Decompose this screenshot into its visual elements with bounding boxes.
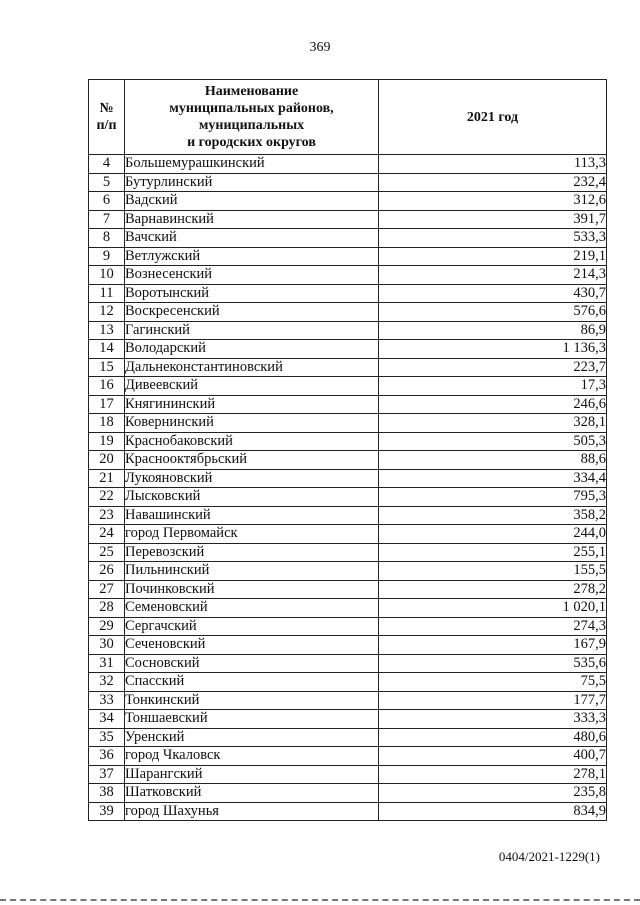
table-row xyxy=(89,395,607,414)
row-number-cell: 34 xyxy=(89,710,125,729)
row-number-cell: 11 xyxy=(89,284,125,303)
municipality-name-cell: Воротынский xyxy=(125,284,379,303)
municipality-name-cell: Большемурашкинский xyxy=(125,155,379,174)
row-number-cell: 15 xyxy=(89,358,125,377)
value-2021-cell: 244,0 xyxy=(379,525,607,544)
table-row xyxy=(89,173,607,192)
table-row xyxy=(89,636,607,655)
value-2021-cell: 155,5 xyxy=(379,562,607,581)
municipality-name-cell: Ветлужский xyxy=(125,247,379,266)
value-2021-cell: 312,6 xyxy=(379,192,607,211)
table-row xyxy=(89,266,607,285)
table-row xyxy=(89,728,607,747)
row-number-cell: 19 xyxy=(89,432,125,451)
value-2021-cell: 232,4 xyxy=(379,173,607,192)
header-number-abbr: п/п xyxy=(96,118,117,133)
municipality-name-cell: Сергачский xyxy=(125,617,379,636)
table-row xyxy=(89,303,607,322)
row-number-cell: 13 xyxy=(89,321,125,340)
header-name-line-2: муниципальных районов, xyxy=(169,101,334,116)
municipality-name-cell: город Шахунья xyxy=(125,802,379,821)
municipality-name-cell: Навашинский xyxy=(125,506,379,525)
value-2021-cell: 278,2 xyxy=(379,580,607,599)
value-2021-cell: 391,7 xyxy=(379,210,607,229)
table-row xyxy=(89,247,607,266)
row-number-cell: 31 xyxy=(89,654,125,673)
row-number-cell: 8 xyxy=(89,229,125,248)
table-row xyxy=(89,451,607,470)
table-row xyxy=(89,414,607,433)
table-row xyxy=(89,747,607,766)
table-header-row xyxy=(89,80,607,155)
row-number-cell: 27 xyxy=(89,580,125,599)
row-number-cell: 36 xyxy=(89,747,125,766)
row-number-cell: 32 xyxy=(89,673,125,692)
value-2021-cell: 167,9 xyxy=(379,636,607,655)
municipality-name-cell: Тонкинский xyxy=(125,691,379,710)
value-2021-cell: 219,1 xyxy=(379,247,607,266)
row-number-cell: 25 xyxy=(89,543,125,562)
row-number-cell: 26 xyxy=(89,562,125,581)
row-number-cell: 35 xyxy=(89,728,125,747)
value-2021-cell: 223,7 xyxy=(379,358,607,377)
value-2021-cell: 535,6 xyxy=(379,654,607,673)
row-number-cell: 17 xyxy=(89,395,125,414)
table-row xyxy=(89,340,607,359)
table-row xyxy=(89,377,607,396)
table-row xyxy=(89,710,607,729)
municipality-name-cell: Гагинский xyxy=(125,321,379,340)
table-row xyxy=(89,599,607,618)
header-municipality-name xyxy=(125,80,379,155)
value-2021-cell: 533,3 xyxy=(379,229,607,248)
row-number-cell: 21 xyxy=(89,469,125,488)
municipality-name-cell: Дивеевский xyxy=(125,377,379,396)
row-number-cell: 6 xyxy=(89,192,125,211)
municipality-name-cell: Перевозский xyxy=(125,543,379,562)
municipality-name-cell: Шарангский xyxy=(125,765,379,784)
table-row xyxy=(89,229,607,248)
table-row xyxy=(89,321,607,340)
table-row xyxy=(89,562,607,581)
value-2021-cell: 834,9 xyxy=(379,802,607,821)
municipality-name-cell: Спасский xyxy=(125,673,379,692)
row-number-cell: 39 xyxy=(89,802,125,821)
value-2021-cell: 480,6 xyxy=(379,728,607,747)
value-2021-cell: 274,3 xyxy=(379,617,607,636)
municipality-name-cell: Ковернинский xyxy=(125,414,379,433)
value-2021-cell: 177,7 xyxy=(379,691,607,710)
table-row xyxy=(89,673,607,692)
municipality-name-cell: Уренский xyxy=(125,728,379,747)
value-2021-cell: 328,1 xyxy=(379,414,607,433)
value-2021-cell: 358,2 xyxy=(379,506,607,525)
table-row xyxy=(89,506,607,525)
municipality-name-cell: Вачский xyxy=(125,229,379,248)
row-number-cell: 18 xyxy=(89,414,125,433)
table-body xyxy=(89,155,607,821)
municipality-name-cell: Воскресенский xyxy=(125,303,379,322)
municipality-name-cell: Пильнинский xyxy=(125,562,379,581)
municipality-name-cell: Бутурлинский xyxy=(125,173,379,192)
value-2021-cell: 430,7 xyxy=(379,284,607,303)
municipality-name-cell: Шатковский xyxy=(125,784,379,803)
value-2021-cell: 246,6 xyxy=(379,395,607,414)
value-2021-cell: 400,7 xyxy=(379,747,607,766)
value-2021-cell: 576,6 xyxy=(379,303,607,322)
table-row xyxy=(89,358,607,377)
table-row xyxy=(89,765,607,784)
table-row xyxy=(89,580,607,599)
header-number-sign: № xyxy=(99,101,114,116)
municipality-name-cell: Вознесенский xyxy=(125,266,379,285)
municipality-name-cell: Краснооктябрьский xyxy=(125,451,379,470)
table-row xyxy=(89,192,607,211)
municipality-name-cell: Княгининский xyxy=(125,395,379,414)
table-row xyxy=(89,284,607,303)
municipality-name-cell: Лысковский xyxy=(125,488,379,507)
bottom-scan-edge xyxy=(0,899,640,901)
row-number-cell: 33 xyxy=(89,691,125,710)
table-row xyxy=(89,432,607,451)
value-2021-cell: 86,9 xyxy=(379,321,607,340)
row-number-cell: 28 xyxy=(89,599,125,618)
municipality-name-cell: Краснобаковский xyxy=(125,432,379,451)
municipality-name-cell: Вадский xyxy=(125,192,379,211)
value-2021-cell: 255,1 xyxy=(379,543,607,562)
table-row xyxy=(89,469,607,488)
table-row xyxy=(89,488,607,507)
row-number-cell: 12 xyxy=(89,303,125,322)
municipality-name-cell: Тоншаевский xyxy=(125,710,379,729)
table-row xyxy=(89,654,607,673)
municipality-name-cell: город Первомайск xyxy=(125,525,379,544)
row-number-cell: 10 xyxy=(89,266,125,285)
row-number-cell: 30 xyxy=(89,636,125,655)
municipality-name-cell: Починковский xyxy=(125,580,379,599)
header-name-line-4: и городских округов xyxy=(187,135,316,150)
row-number-cell: 14 xyxy=(89,340,125,359)
row-number-cell: 24 xyxy=(89,525,125,544)
table-row xyxy=(89,210,607,229)
municipality-name-cell: Володарский xyxy=(125,340,379,359)
row-number-cell: 29 xyxy=(89,617,125,636)
allocation-table xyxy=(88,79,607,821)
row-number-cell: 9 xyxy=(89,247,125,266)
municipality-name-cell: Лукояновский xyxy=(125,469,379,488)
value-2021-cell: 75,5 xyxy=(379,673,607,692)
value-2021-cell: 113,3 xyxy=(379,155,607,174)
value-2021-cell: 334,4 xyxy=(379,469,607,488)
table-row xyxy=(89,617,607,636)
municipality-name-cell: Семеновский xyxy=(125,599,379,618)
value-2021-cell: 17,3 xyxy=(379,377,607,396)
value-2021-cell: 235,8 xyxy=(379,784,607,803)
value-2021-cell: 333,3 xyxy=(379,710,607,729)
row-number-cell: 20 xyxy=(89,451,125,470)
table-row xyxy=(89,802,607,821)
table-row xyxy=(89,691,607,710)
value-2021-cell: 795,3 xyxy=(379,488,607,507)
value-2021-cell: 214,3 xyxy=(379,266,607,285)
row-number-cell: 23 xyxy=(89,506,125,525)
municipality-name-cell: город Чкаловск xyxy=(125,747,379,766)
header-row-number xyxy=(89,80,125,155)
row-number-cell: 16 xyxy=(89,377,125,396)
header-year-2021: 2021 год xyxy=(379,80,607,155)
row-number-cell: 37 xyxy=(89,765,125,784)
document-code: 0404/2021-1229(1) xyxy=(498,849,600,864)
table-row xyxy=(89,784,607,803)
table-row xyxy=(89,543,607,562)
value-2021-cell: 278,1 xyxy=(379,765,607,784)
row-number-cell: 38 xyxy=(89,784,125,803)
row-number-cell: 5 xyxy=(89,173,125,192)
row-number-cell: 22 xyxy=(89,488,125,507)
municipality-name-cell: Сеченовский xyxy=(125,636,379,655)
table-row xyxy=(89,155,607,174)
page-number: 369 xyxy=(309,40,331,55)
header-name-line-1: Наименование xyxy=(204,84,299,99)
header-name-line-3: муниципальных xyxy=(198,118,305,133)
value-2021-cell: 1 020,1 xyxy=(379,599,607,618)
value-2021-cell: 1 136,3 xyxy=(379,340,607,359)
municipality-name-cell: Варнавинский xyxy=(125,210,379,229)
municipality-name-cell: Дальнеконстантиновский xyxy=(125,358,379,377)
value-2021-cell: 88,6 xyxy=(379,451,607,470)
value-2021-cell: 505,3 xyxy=(379,432,607,451)
row-number-cell: 4 xyxy=(89,155,125,174)
row-number-cell: 7 xyxy=(89,210,125,229)
municipality-name-cell: Сосновский xyxy=(125,654,379,673)
table-row xyxy=(89,525,607,544)
